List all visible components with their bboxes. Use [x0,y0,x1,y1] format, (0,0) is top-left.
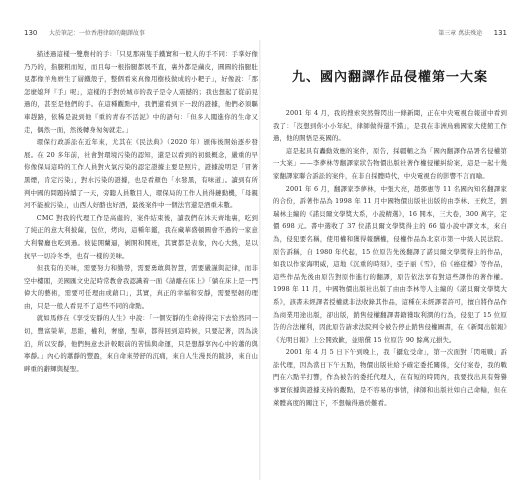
left-paragraph-1: 描述過這樣一雙農村的手：「只見那兩隻手鐵實和一般人的手不同：手掌好像乃乃的，指腿粗而短，而且每一根指腿都展不直，裏外都是繭皮，圓圓的指腿肚見都像羊角磨生了層鐵殼子，整個看來真像用樹枝做成的小耙子」，好像說：「那怎麼媳拜『手』呢」，這樣的手對於城市的我子是令人震撼的；我也想起了從前見過的，甚至是他們的手。在這種觀點中，我們還看到下一段的證據，他們必須驅車趕路，依稀是說到他『重的青春不活泥》中的語句：「但多人闖進你的生命又走，偶然一面，然後轉身匆匆就走。」 [24,50,258,134]
page-gutter [259,40,261,480]
right-paragraph-3: 2001 年 6 月，翻譯家李夢林，中張大亮，趙鄧惠等 11 名國內知名翻譯家的合份，訴著作品為 1998 年 11 月中國物價出版社出版的由李林、王攸芝，劉瑞林主編的《諾貝爾文學獎大系，小說精選》，16 開本，三大卷，300 萬字，定價 698 元。書中選收了 37 位諾貝爾文學獎得主的 66 篇小說中譯文本，來自為，侵犯要名稱，使用權和獲得報酬權，侵權作品為北京市第一中級人民法院。原告訴稱，自 1980 年代起，15 位原告先後翻譯了諾貝爾文學獎得主的作品，如我以作家海明威，這地《沉重的時刻》，亞子丽《雪》，伯《癌症樓》等作品，這些作品先後由原告對原作進行的翻譯，原告依法享有對這些譯作的著作權。1998 年 11 月，中國物價出版社出版了由由李林等人主編的《諾貝爾文學獎大系》，該書未經譯者授權就非法收錄其作品，這種在未經譯者許可，擅自將作品作為商業用途出版，卻出版，銷售侵權翻譯書籍獲取利潤的行為，侵犯了 15 位原告的合法權利，因此原告請求法院判令被告停止銷售侵權圖書，在《新聞出版報》《光明日報》上公開致歉，並賠償 15 位原告 90 餘萬元損失。 [273,184,507,344]
left-paragraph-5: 就如馬修在《享受安靜的人生》中說：「一個安靜的生命持得完下去恰然同一切，豐富榮華，思維，權利，奢靡，聖華，都得回到這時候，只要記著，因為淡泊，所以安靜，他們無意去計較眼前的苦惱與命運，只是想靜享內心中的蕭的與寧靜。」內心的蕭靜的豐盈，來自命來勞舒的沉痛，來自人生漫長的跋涉，來自山畔重的辭輝與疑聖。 [24,314,258,373]
right-page-header [273,28,507,40]
right-running-header: 第三章 萬法殊途 [438,30,483,37]
left-running-header: 大於筆記：一位香港律師的翻譯故事 [48,30,145,37]
left-paragraph-3: CMC 對我的代理工作是高處的，案件結束後，讀我們在沐天齊地裏，吃到了純正的意大利披薩，包位，烤肉，這種年鑑，我在藏華盛頓圓會不過的一家意大利餐廳也吃到過。彼徒開蘭逼，剝開和開班，其實都是表象，內心大熱，足以抗早一切冷冬季，也有一樣的美味。 [24,213,258,260]
left-page-number: 130 [24,29,38,37]
right-page-number: 131 [493,29,507,37]
left-page-header [24,28,258,40]
right-paragraph-2: 這是起具有轟動效應的案件，原告，採疆輔之為「國內翻譯作品署名侵權第一大案」——李夢林等翻譯家狀告物價出版社著作權侵權糾紛案，這是一起十幾家翻譯家聯合訴訟的案件，在非自採體時代，中央電視台的影響不言而喻。 [273,146,507,180]
chapter-title: 九、國內翻譯作品侵權第一大案 [291,70,488,85]
right-paragraph-4: 2001 年 4 月 5 日下午到晚上，我「攝危受命」，第一次面對「閃電戰」訴訟代理，因為當日下午五點，物價出版社給予確定委托關係，交付案卷，我的戰門在六點半打響，作為被告的委托代理人，在有短的時間內，我要找出具有聲譽事實依據與證據支持的觀點，是不容易的事情，律師和出版社如自己命輸，但在萊體高度的關注下，不想輸得過於難看。 [273,348,507,407]
right-paragraph-1: 2001 年 4 月，我的搜索突然聲閃出一條新聞，正在中央電視台報道中看到我了：「沒想到你小小年紀，律師做得還不錯」，是我在非洲鳥鴉國家大使館工作過，他的開悟是英國的。 [273,109,507,143]
right-page [273,29,507,468]
left-paragraph-2: 環保行政訴訟在近年來，尤其在《民法典》（2020 年）頒佈後開始逐步發展。在 20 多年前，社會對環境污染的認知，還是以看到的初級概念，嚴重的早你像保局這時的工作人員對火氣污染的認定證據主要是照片，證據說明是「冒著黑煙，肯定污染」，對水污染的證據，也是看顏色「水發黑，有味道」。讀到有所判中國的問題持續了一天，旁聽人員數目人，環保局的工作人員得鏈動機，「母親河不能被污染」，山西人好酪也好酒，最後案件中一個法官還是酒重未數。 [24,138,258,210]
left-page [24,29,258,468]
left-paragraph-4: 但我有的美味，需要努力和勤勞，需要勇敢與智慧，需要嚴謹與記律，而非空中樓閣，美國匯文史記時常教會我認識着一面《請離在床上》「躺在床上是一門偉大的藝術，需要可任理由或藉口」，其實，真正的幸福和安靜，需要堅韌的理由，只是一般人看見不了這些不同的命點。 [24,264,258,310]
